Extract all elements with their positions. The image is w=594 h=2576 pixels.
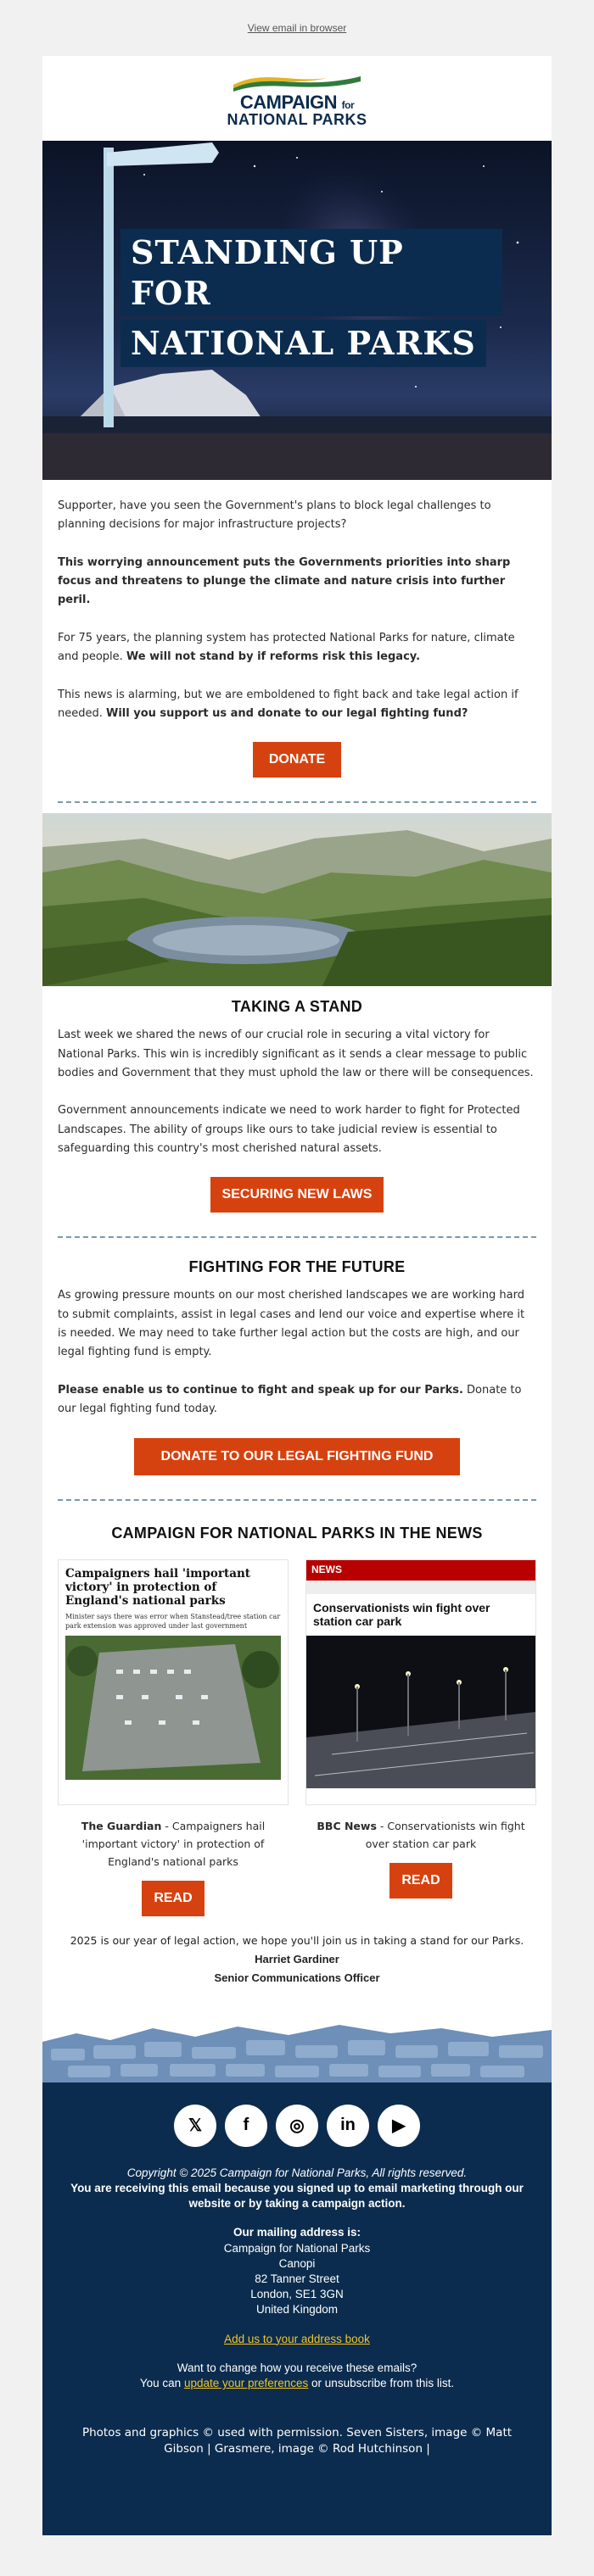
lake-landscape-image [42, 813, 552, 986]
guardian-car-park-photo [65, 1636, 281, 1780]
bbc-screenshot [305, 1559, 536, 1805]
stone-wall-graphic [42, 2016, 552, 2093]
donate-button[interactable]: DONATE [253, 742, 341, 778]
address-line: London, SE1 3GN [250, 2288, 344, 2301]
guardian-screenshot [58, 1559, 289, 1805]
bbc-headline: Conservationists win fight over station car park [313, 1600, 490, 1629]
taking-stand-heading: TAKING A STAND [231, 998, 363, 1016]
preheader [0, 0, 594, 56]
hero-title [120, 229, 502, 371]
logo-swoosh-icon [225, 70, 369, 93]
read-bbc-button[interactable]: READ [389, 1863, 452, 1899]
address-line: United Kingdom [255, 2303, 339, 2317]
youtube-icon[interactable]: ▶ [378, 2105, 420, 2147]
lake-landscape-graphic [42, 813, 552, 986]
future-heading: FIGHTING FOR THE FUTURE [188, 1258, 406, 1276]
hero-title-line-1: STANDING UP FOR [120, 229, 502, 316]
logo-line-2: NATIONAL PARKS [227, 111, 367, 128]
bbc-news-brand: NEWS [306, 1560, 535, 1581]
sign-off [42, 1916, 552, 2016]
closing-text: 2025 is our year of legal action, we hope you'll join us in taking a stand for our Parks. [70, 1934, 524, 1948]
future-paragraph-2: Please enable us to continue to fight and speak up for our Parks. Donate to our legal fighting fund today. [58, 1383, 522, 1416]
taking-stand-paragraph-2: Government announcements indicate we need to work harder to fight for Protected Landscapes. The ability of groups like ours to take judicial review is essential to safeguarding this country's most cherished natural assets. [58, 1104, 520, 1156]
news-heading: CAMPAIGN FOR NATIONAL PARKS IN THE NEWS [111, 1524, 483, 1542]
guardian-caption: The Guardian - Campaigners hail 'important victory' in protection of England's national parks [81, 1819, 266, 1869]
hero-image [42, 141, 552, 480]
signup-reason: You are receiving this email because you signed up to email marketing through our website or by taking a campaign action. [70, 2181, 524, 2211]
social-links [42, 2093, 552, 2147]
change-question: Want to change how you receive these emails? [177, 2361, 417, 2374]
address-book-link[interactable]: Add us to your address book [224, 2332, 370, 2345]
address-line: Canopi [278, 2256, 316, 2270]
guardian-article [58, 1559, 289, 1917]
future-paragraph-1: As growing pressure mounts on our most cherished landscapes we are working hard to submit complaints, assist in legal cases and lend our voice and expertise where it is needed. We may need to take further legal action but the costs are high, and our legal fighting fund is empty. [58, 1289, 525, 1359]
read-guardian-button[interactable]: READ [142, 1881, 205, 1916]
x-icon[interactable]: 𝕏 [174, 2105, 216, 2147]
bbc-article [305, 1559, 536, 1917]
bbc-car-park-photo [306, 1636, 535, 1788]
taking-stand-section [42, 986, 552, 1236]
signatory-role: Senior Communications Officer [214, 1971, 380, 1984]
footer [42, 2016, 552, 2535]
securing-new-laws-button[interactable]: SECURING NEW LAWS [210, 1177, 384, 1213]
logo[interactable] [42, 56, 552, 141]
photo-credits: Photos and graphics © used with permission. Seven Sisters, image © Matt Gibson | Grasmere, image © Rod Hutchinson | [81, 2426, 513, 2456]
address-heading: Our mailing address is: [233, 2226, 361, 2239]
view-in-browser-link[interactable]: View email in browser [247, 22, 347, 34]
copyright-text: Copyright © 2025 Campaign for National Parks, All rights reserved. [126, 2166, 468, 2179]
bbc-caption: BBC News - Conservationists win fight over station car park [317, 1819, 525, 1850]
email-container [42, 56, 552, 2535]
logo-line-1: CAMPAIGN for [239, 92, 355, 113]
intro-paragraph-4: This news is alarming, but we are emboldened to fight back and take legal action if needed. Will you support us and donate to our legal fighting fund? [58, 688, 518, 720]
intro-paragraph-2: This worrying announcement puts the Governments priorities into sharp focus and threatens to plunge the climate and nature crisis into further peril. [58, 555, 511, 607]
news-section [42, 1501, 552, 1917]
future-section [42, 1238, 552, 1498]
unsubscribe-text[interactable]: or unsubscribe from this list. [308, 2377, 455, 2390]
guardian-headline: Campaigners hail 'important victory' in protection of England's national parks [65, 1566, 251, 1608]
facebook-icon[interactable]: f [225, 2105, 267, 2147]
guardian-standfirst: Minister says there was error when Stanstead/tree station car park extension was approved under last government [65, 1613, 281, 1630]
mailing-address [63, 2241, 531, 2318]
instagram-icon[interactable]: ◎ [276, 2105, 318, 2147]
linkedin-icon[interactable]: in [327, 2105, 369, 2147]
intro-paragraph-1: Supporter, have you seen the Government's plans to block legal challenges to planning decisions for major infrastructure projects? [58, 499, 491, 532]
address-line: 82 Tanner Street [255, 2272, 339, 2286]
address-line: Campaign for National Parks [223, 2241, 371, 2255]
intro-section [42, 480, 552, 801]
update-preferences-link[interactable]: update your preferences [183, 2377, 309, 2390]
donate-legal-fund-button[interactable]: DONATE TO OUR LEGAL FIGHTING FUND [134, 1438, 460, 1475]
signatory-name: Harriet Gardiner [255, 1952, 339, 1965]
taking-stand-paragraph-1: Last week we shared the news of our crucial role in securing a vital victory for National Parks. This win is incredibly significant as it sends a clear message to public bodies and Government that they must uphold the law or there will be consequences. [58, 1029, 534, 1079]
intro-paragraph-3: For 75 years, the planning system has protected National Parks for nature, climate and people. We will not stand by if reforms risk this legacy. [58, 631, 515, 664]
hero-title-line-2: NATIONAL PARKS [120, 320, 486, 367]
preferences-line: You can update your preferences or unsubscribe from this list. [139, 2377, 455, 2390]
